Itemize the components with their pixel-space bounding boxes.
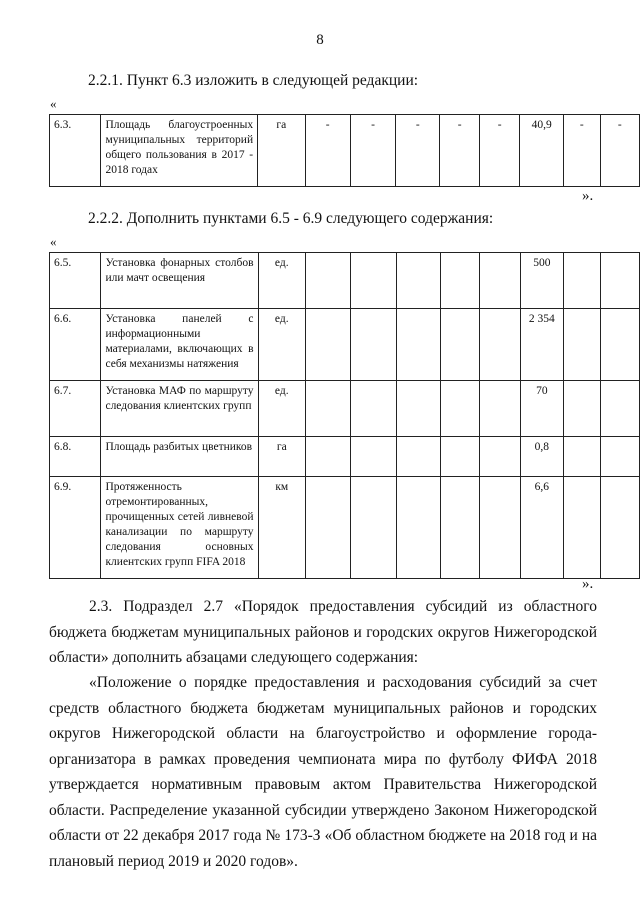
close-quote: ». <box>582 188 594 204</box>
row-unit: ед. <box>258 253 305 309</box>
row-cell: - <box>600 115 640 187</box>
row-value: 70 <box>520 381 564 437</box>
row-unit: ед. <box>258 381 305 437</box>
row-name: Протяженность отремонтированных, прочищенных сетей ливневой канализации по маршруту следования основных клиентских групп FIFA 2018 <box>101 477 258 579</box>
page-number: 8 <box>316 32 324 48</box>
row-cell: - <box>564 115 601 187</box>
table-63 <box>49 114 640 187</box>
table-row <box>50 253 640 309</box>
close-quote: ». <box>582 576 594 592</box>
row-name: Площадь благоустроенных муниципальных территорий общего пользования в 2017 - 2018 годах <box>101 115 258 187</box>
row-cell: - <box>305 115 350 187</box>
row-name: Площадь разбитых цветников <box>101 437 258 477</box>
row-number: 6.6. <box>50 309 101 381</box>
table-row <box>50 309 640 381</box>
table-row <box>50 437 640 477</box>
table-row <box>50 381 640 437</box>
row-cell: - <box>396 115 440 187</box>
open-quote: « <box>50 234 57 249</box>
section-221-heading: 2.2.1. Пункт 6.3 изложить в следующей редакции: <box>88 72 419 89</box>
section-222-heading: 2.2.2. Дополнить пунктами 6.5 - 6.9 следующего содержания: <box>88 210 494 227</box>
row-number: 6.8. <box>50 437 101 477</box>
row-value: 6,6 <box>520 477 564 579</box>
row-cell: - <box>479 115 519 187</box>
section-23-paragraph: 2.3. Подраздел 2.7 «Порядок предоставления субсидий из областного бюджета бюджетам муниципальных районов и городских округов Нижегородской области» дополнить абзацами следующего содержания: <box>49 598 597 666</box>
row-cell: - <box>440 115 479 187</box>
row-value: 2 354 <box>520 309 564 381</box>
row-value: 500 <box>520 253 564 309</box>
row-value: 0,8 <box>520 437 564 477</box>
row-unit: га <box>258 115 305 187</box>
row-name: Установка фонарных столбов или мачт освещения <box>101 253 258 309</box>
row-number: 6.7. <box>50 381 101 437</box>
row-number: 6.5. <box>50 253 101 309</box>
table-row <box>50 115 640 187</box>
row-number: 6.9. <box>50 477 101 579</box>
row-unit: га <box>258 437 305 477</box>
table-row <box>50 477 640 579</box>
row-unit: ед. <box>258 309 305 381</box>
row-name: Установка панелей с информационными материалами, включающих в себя механизмы натяжения <box>101 309 258 381</box>
table-65-69 <box>49 252 640 579</box>
open-quote: « <box>50 96 57 111</box>
row-unit: км <box>258 477 305 579</box>
row-cell: - <box>350 115 395 187</box>
row-cell: 40,9 <box>520 115 564 187</box>
row-name: Установка МАФ по маршруту следования клиентских групп <box>101 381 258 437</box>
row-number: 6.3. <box>50 115 101 187</box>
quoted-paragraph: «Положение о порядке предоставления и расходования субсидий за счет средств областного бюджета бюджетам муниципальных районов и городских округов Нижегородской области на благоустройство и оформление города-организатора в рамках проведения чемпионата мира по футболу ФИФА 2018 утверждается нормативным правовым актом Правительства Нижегородской области. Распределение указанной субсидии утверждено Законом Нижегородской области от 22 декабря 2017 года № 173-З «Об областном бюджете на 2018 год и на плановый период 2019 и 2020 годов». <box>49 674 597 870</box>
